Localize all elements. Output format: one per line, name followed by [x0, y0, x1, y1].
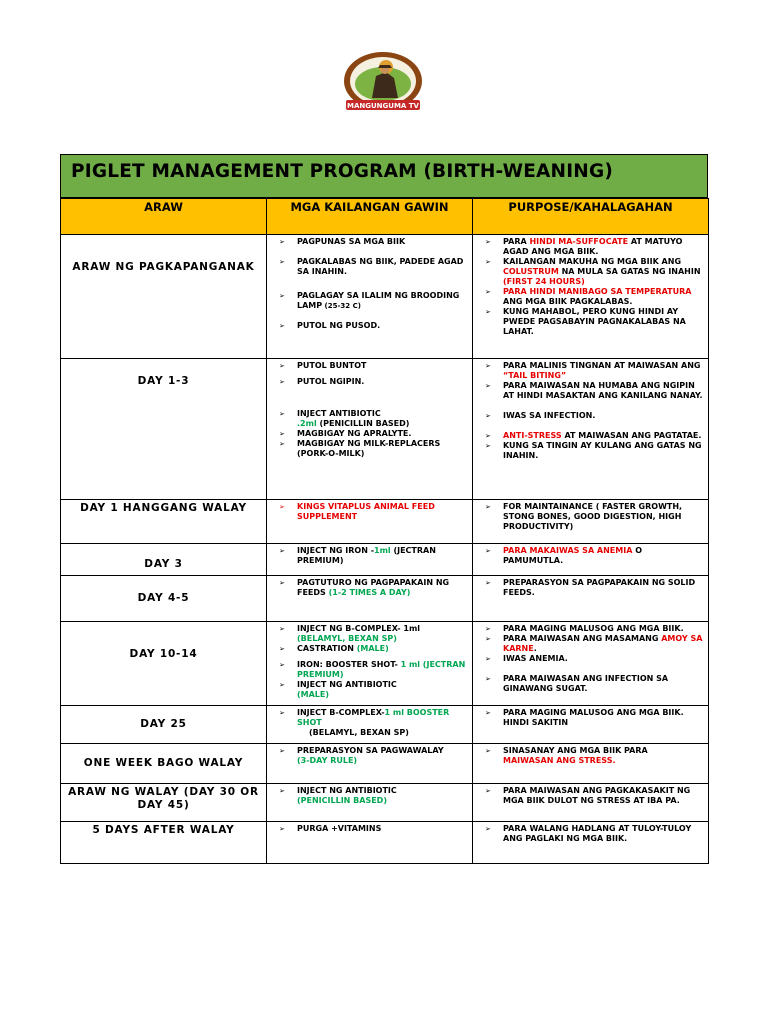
- gawin-cell: [267, 822, 473, 864]
- list-item: ➢ FOR MAINTAINANCE ( FASTER GROWTH, STONG BONES, GOOD DIGESTION, HIGH PRODUCTIVITY): [477, 502, 704, 532]
- list-item: ➢ IWAS ANEMIA.: [477, 654, 704, 664]
- list-item: ➢ KAILANGAN MAKUHA NG MGA BIIK ANG COLUSTRUM NA MULA SA GATAS NG INAHIN (FIRST 24 HOURS): [477, 257, 704, 287]
- header-row: [61, 199, 709, 235]
- day-label: ARAW NG PAGKAPANGANAK: [72, 261, 255, 273]
- purpose-cell: [473, 235, 709, 359]
- list-item: ➢ INJECT NG IRON -1ml (JECTRAN PREMIUM): [271, 546, 468, 566]
- list-item: ➢ INJECT NG ANTIBIOTIC (MALE): [271, 680, 468, 700]
- list-item: ➢ MAGBIGAY NG APRALYTE.: [271, 429, 468, 439]
- day-cell: [61, 576, 267, 622]
- document: [60, 154, 708, 864]
- purpose-cell: [473, 706, 709, 744]
- logo-text: MANGUNGUMA TV: [347, 102, 419, 110]
- day-label: ONE WEEK BAGO WALAY: [83, 757, 244, 769]
- list-item: ➢ PARA MAIWASAN ANG MASAMANG AMOY SA KARNE.: [477, 634, 704, 654]
- table-row: [61, 359, 709, 500]
- day-label: DAY 10-14: [129, 648, 198, 660]
- day-label: DAY 25: [140, 718, 187, 730]
- gawin-cell: [267, 622, 473, 706]
- table-row: [61, 622, 709, 706]
- day-label: DAY 1 HANGGANG WALAY: [80, 502, 247, 514]
- list-item: ➢ PARA WALANG HADLANG AT TULOY-TULOY ANG PAGLAKI NG MGA BIIK.: [477, 824, 704, 844]
- mangunguma-tv-logo: [342, 50, 424, 116]
- list-item: ➢ INJECT NG B-COMPLEX- 1ml (BELAMYL, BEXAN SP): [271, 624, 468, 644]
- table-row: [61, 706, 709, 744]
- list-item: ➢ PARA MAIWASAN ANG PAGKAKASAKIT NG MGA BIIK DULOT NG STRESS AT IBA PA.: [477, 786, 704, 806]
- list-item: ➢ PREPARASYON SA PAGWAWALAY (3-DAY RULE): [271, 746, 468, 766]
- table-row: [61, 784, 709, 822]
- day-label: DAY 3: [144, 558, 183, 570]
- list-item: ➢ PARA MAGING MALUSOG ANG MGA BIIK.: [477, 624, 704, 634]
- list-item: ➢ PURGA +VITAMINS: [271, 824, 468, 834]
- header-purpose: PURPOSE/KAHALAGAHAN: [473, 199, 709, 235]
- list-item: ➢ IRON: BOOSTER SHOT- 1 ml (JECTRAN PREMIUM): [271, 660, 468, 680]
- day-cell: [61, 544, 267, 576]
- document-title: PIGLET MANAGEMENT PROGRAM (BIRTH-WEANING): [60, 154, 708, 198]
- table-row: [61, 576, 709, 622]
- gawin-cell: [267, 576, 473, 622]
- day-cell: [61, 622, 267, 706]
- list-item: ➢ PUTOL BUNTOT: [271, 361, 468, 371]
- gawin-cell: [267, 359, 473, 500]
- day-cell: [61, 784, 267, 822]
- list-item: ➢ PARA HINDI MANIBAGO SA TEMPERATURA ANG MGA BIIK PAGKALABAS.: [477, 287, 704, 307]
- list-item: ➢ PARA MAGING MALUSOG ANG MGA BIIK. HINDI SAKITIN: [477, 708, 704, 728]
- gawin-cell: [267, 784, 473, 822]
- list-item: ➢ KINGS VITAPLUS ANIMAL FEED SUPPLEMENT: [271, 502, 468, 522]
- gawin-cell: [267, 500, 473, 544]
- day-label: DAY 4-5: [137, 592, 190, 604]
- table-row: [61, 235, 709, 359]
- day-label: ARAW NG WALAY (DAY 30 OR DAY 45): [68, 786, 259, 811]
- list-item: ➢ PARA MAIWASAN ANG INFECTION SA GINAWANG SUGAT.: [477, 674, 704, 694]
- day-cell: [61, 822, 267, 864]
- day-cell: [61, 500, 267, 544]
- list-item: ➢ PAGTUTURO NG PAGPAPAKAIN NG FEEDS (1-2 TIMES A DAY): [271, 578, 468, 598]
- purpose-cell: [473, 784, 709, 822]
- day-cell: [61, 359, 267, 500]
- program-table: [60, 198, 709, 864]
- header-gawin: MGA KAILANGAN GAWIN: [267, 199, 473, 235]
- purpose-cell: [473, 359, 709, 500]
- list-item: ➢ SINASANAY ANG MGA BIIK PARA MAIWASAN ANG STRESS.: [477, 746, 704, 766]
- list-item: ➢ PARA MAKAIWAS SA ANEMIA O PAMUMUTLA.: [477, 546, 704, 566]
- list-item: ➢ PARA MALINIS TINGNAN AT MAIWASAN ANG “TAIL BITING”: [477, 361, 704, 381]
- gawin-cell: [267, 544, 473, 576]
- list-item: ➢ ANTI-STRESS AT MAIWASAN ANG PAGTATAE.: [477, 431, 704, 441]
- purpose-cell: [473, 576, 709, 622]
- gawin-cell: [267, 235, 473, 359]
- gawin-cell: [267, 744, 473, 784]
- list-item: ➢ PUTOL NGIPIN.: [271, 377, 468, 387]
- day-label: 5 DAYS AFTER WALAY: [92, 824, 235, 836]
- list-item: ➢ KUNG SA TINGIN AY KULANG ANG GATAS NG INAHIN.: [477, 441, 704, 461]
- list-item: ➢ PAGPUNAS SA MGA BIIK: [271, 237, 468, 247]
- day-cell: [61, 744, 267, 784]
- day-label: DAY 1-3: [137, 375, 190, 387]
- list-item: ➢ PARA MAIWASAN NA HUMABA ANG NGIPIN AT HINDI MASAKTAN ANG KANILANG NANAY.: [477, 381, 704, 401]
- list-item: ➢ MAGBIGAY NG MILK-REPLACERS (PORK-O-MILK): [271, 439, 468, 459]
- table-row: [61, 500, 709, 544]
- list-item: ➢ PAGLAGAY SA ILALIM NG BROODING LAMP (25-32 C): [271, 291, 468, 311]
- day-cell: [61, 706, 267, 744]
- table-row: [61, 544, 709, 576]
- list-item: ➢ PUTOL NG PUSOD.: [271, 321, 468, 331]
- list-item: ➢ KUNG MAHABOL, PERO KUNG HINDI AY PWEDE PAGSABAYIN PAGNAKALABAS NA LAHAT.: [477, 307, 704, 337]
- purpose-cell: [473, 500, 709, 544]
- list-item: ➢ PAGKALABAS NG BIIK, PADEDE AGAD SA INAHIN.: [271, 257, 468, 277]
- list-item: ➢ PARA HINDI MA-SUFFOCATE AT MATUYO AGAD ANG MGA BIIK.: [477, 237, 704, 257]
- header-araw: ARAW: [61, 199, 267, 235]
- list-item: ➢ INJECT B-COMPLEX-1 ml BOOSTER SHOT (BELAMYL, BEXAN SP): [271, 708, 468, 738]
- list-item: ➢ INJECT ANTIBIOTIC .2ml (PENICILLIN BASED): [271, 409, 468, 429]
- purpose-cell: [473, 544, 709, 576]
- table-row: [61, 744, 709, 784]
- list-item: ➢ IWAS SA INFECTION.: [477, 411, 704, 421]
- list-item: ➢ PREPARASYON SA PAGPAPAKAIN NG SOLID FEEDS.: [477, 578, 704, 598]
- purpose-cell: [473, 622, 709, 706]
- list-item: ➢ CASTRATION (MALE): [271, 644, 468, 654]
- list-item: ➢ INJECT NG ANTIBIOTIC (PENICILLIN BASED): [271, 786, 468, 806]
- day-cell: [61, 235, 267, 359]
- table-row: [61, 822, 709, 864]
- gawin-cell: [267, 706, 473, 744]
- purpose-cell: [473, 744, 709, 784]
- purpose-cell: [473, 822, 709, 864]
